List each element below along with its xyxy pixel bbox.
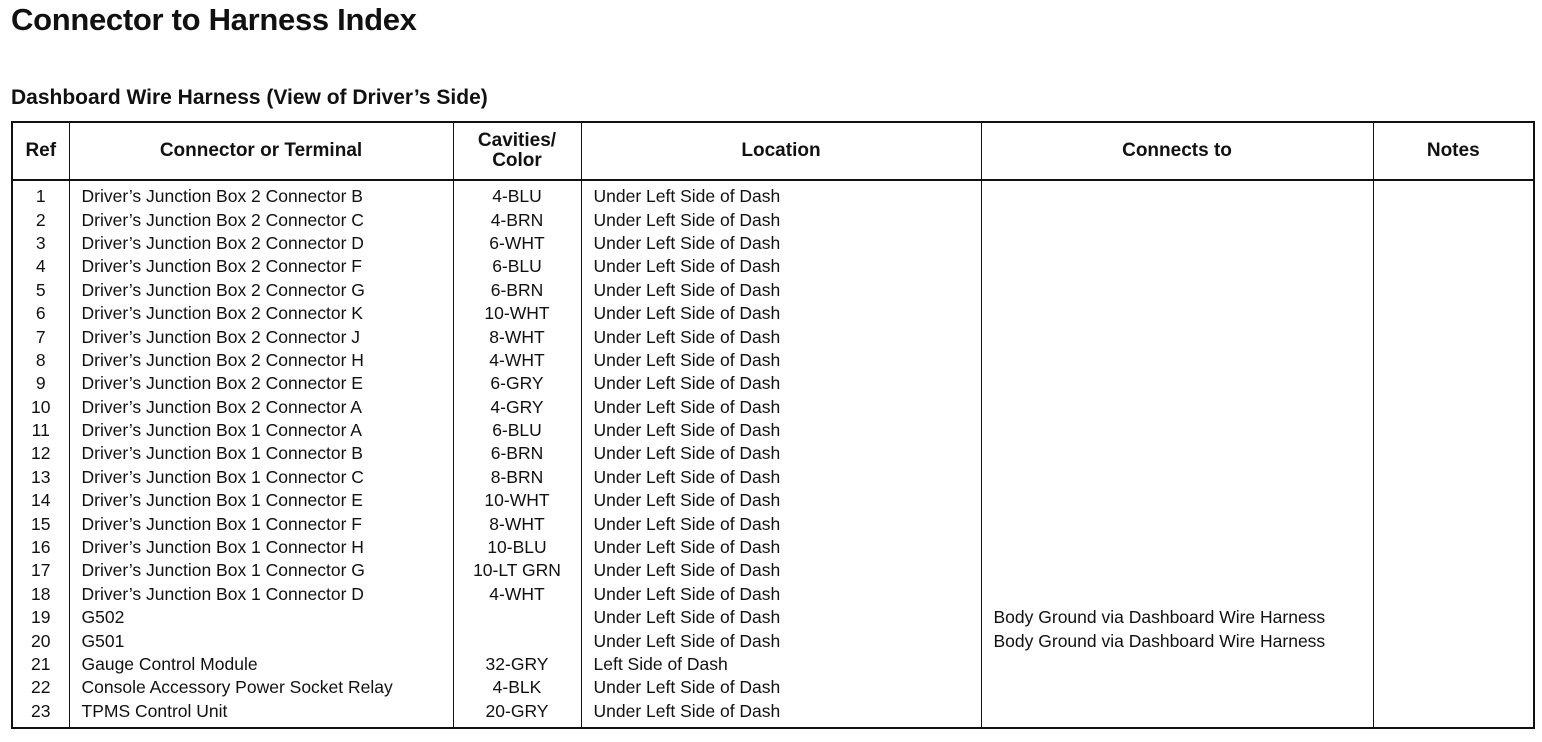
cell-connector: Driver’s Junction Box 2 Connector J [69, 325, 453, 348]
cell-cavities-color [453, 629, 581, 652]
table-row [12, 512, 1534, 535]
cell-ref: 8 [12, 349, 69, 372]
table-row [12, 536, 1534, 559]
cell-connector: Driver’s Junction Box 2 Connector H [69, 349, 453, 372]
section-title: Dashboard Wire Harness (View of Driver’s Side) [11, 86, 488, 109]
cell-location: Under Left Side of Dash [581, 559, 981, 582]
table-row [12, 559, 1534, 582]
harness-index-table [11, 121, 1535, 729]
header-cavities-line2: Color [492, 150, 542, 171]
cell-location: Under Left Side of Dash [581, 489, 981, 512]
cell-location: Under Left Side of Dash [581, 676, 981, 699]
cell-connects-to: Body Ground via Dashboard Wire Harness [981, 629, 1373, 652]
cell-cavities-color: 4-BLK [453, 676, 581, 699]
cell-cavities-color: 20-GRY [453, 700, 581, 728]
cell-cavities-color: 8-WHT [453, 325, 581, 348]
cell-location: Under Left Side of Dash [581, 349, 981, 372]
cell-connects-to [981, 232, 1373, 255]
cell-notes [1373, 583, 1534, 606]
cell-connects-to [981, 559, 1373, 582]
cell-ref: 6 [12, 302, 69, 325]
cell-connector: Driver’s Junction Box 2 Connector F [69, 255, 453, 278]
cell-connects-to [981, 442, 1373, 465]
cell-connector: Driver’s Junction Box 1 Connector H [69, 536, 453, 559]
header-connects-to: Connects to [981, 122, 1373, 180]
cell-location: Under Left Side of Dash [581, 629, 981, 652]
cell-notes [1373, 489, 1534, 512]
cell-location: Under Left Side of Dash [581, 232, 981, 255]
cell-cavities-color: 4-BRN [453, 208, 581, 231]
cell-connects-to [981, 676, 1373, 699]
table-row [12, 419, 1534, 442]
cell-connects-to [981, 466, 1373, 489]
cell-connects-to [981, 255, 1373, 278]
cell-connector: Console Accessory Power Socket Relay [69, 676, 453, 699]
cell-location: Under Left Side of Dash [581, 255, 981, 278]
cell-connector: Driver’s Junction Box 1 Connector D [69, 583, 453, 606]
cell-notes [1373, 676, 1534, 699]
table-row [12, 583, 1534, 606]
table-header [12, 122, 1534, 180]
cell-connects-to [981, 208, 1373, 231]
table-row [12, 255, 1534, 278]
cell-ref: 20 [12, 629, 69, 652]
cell-location: Under Left Side of Dash [581, 583, 981, 606]
cell-connector: G501 [69, 629, 453, 652]
header-connector: Connector or Terminal [69, 122, 453, 180]
cell-cavities-color: 8-BRN [453, 466, 581, 489]
cell-connector: Driver’s Junction Box 1 Connector A [69, 419, 453, 442]
header-location: Location [581, 122, 981, 180]
cell-ref: 9 [12, 372, 69, 395]
cell-cavities-color: 4-WHT [453, 583, 581, 606]
cell-cavities-color: 6-BLU [453, 419, 581, 442]
table-row [12, 606, 1534, 629]
cell-connector: Driver’s Junction Box 2 Connector G [69, 279, 453, 302]
cell-connector: Driver’s Junction Box 1 Connector E [69, 489, 453, 512]
cell-connects-to [981, 396, 1373, 419]
table-row [12, 676, 1534, 699]
cell-cavities-color: 6-WHT [453, 232, 581, 255]
cell-ref: 3 [12, 232, 69, 255]
table-row [12, 302, 1534, 325]
cell-location: Under Left Side of Dash [581, 208, 981, 231]
cell-connects-to [981, 349, 1373, 372]
cell-ref: 23 [12, 700, 69, 728]
cell-location: Under Left Side of Dash [581, 396, 981, 419]
cell-location: Under Left Side of Dash [581, 180, 981, 208]
cell-notes [1373, 208, 1534, 231]
table-row [12, 466, 1534, 489]
cell-notes [1373, 232, 1534, 255]
header-row [12, 122, 1534, 180]
cell-ref: 14 [12, 489, 69, 512]
table-row [12, 208, 1534, 231]
cell-ref: 22 [12, 676, 69, 699]
cell-ref: 7 [12, 325, 69, 348]
cell-connector: TPMS Control Unit [69, 700, 453, 728]
cell-location: Under Left Side of Dash [581, 466, 981, 489]
cell-connector: Driver’s Junction Box 1 Connector G [69, 559, 453, 582]
cell-connector: Driver’s Junction Box 1 Connector B [69, 442, 453, 465]
cell-notes [1373, 466, 1534, 489]
cell-ref: 21 [12, 653, 69, 676]
cell-cavities-color: 32-GRY [453, 653, 581, 676]
page-title: Connector to Harness Index [11, 2, 417, 37]
cell-connects-to [981, 583, 1373, 606]
cell-cavities-color: 4-WHT [453, 349, 581, 372]
cell-connects-to [981, 489, 1373, 512]
table-row [12, 349, 1534, 372]
cell-connector: Driver’s Junction Box 2 Connector E [69, 372, 453, 395]
cell-ref: 4 [12, 255, 69, 278]
cell-cavities-color: 6-BRN [453, 442, 581, 465]
cell-connects-to: Body Ground via Dashboard Wire Harness [981, 606, 1373, 629]
cell-notes [1373, 396, 1534, 419]
cell-location: Under Left Side of Dash [581, 279, 981, 302]
cell-connector: Driver’s Junction Box 2 Connector B [69, 180, 453, 208]
cell-cavities-color: 6-BRN [453, 279, 581, 302]
cell-cavities-color: 6-GRY [453, 372, 581, 395]
cell-notes [1373, 653, 1534, 676]
cell-cavities-color: 4-GRY [453, 396, 581, 419]
cell-connector: Driver’s Junction Box 1 Connector F [69, 512, 453, 535]
cell-notes [1373, 512, 1534, 535]
cell-location: Under Left Side of Dash [581, 302, 981, 325]
header-notes: Notes [1373, 122, 1534, 180]
cell-cavities-color: 10-WHT [453, 302, 581, 325]
cell-cavities-color: 6-BLU [453, 255, 581, 278]
cell-cavities-color [453, 606, 581, 629]
cell-ref: 18 [12, 583, 69, 606]
cell-notes [1373, 180, 1534, 208]
table-row [12, 180, 1534, 208]
cell-notes [1373, 279, 1534, 302]
cell-notes [1373, 302, 1534, 325]
cell-connects-to [981, 372, 1373, 395]
cell-connects-to [981, 536, 1373, 559]
cell-notes [1373, 559, 1534, 582]
table-row [12, 629, 1534, 652]
cell-location: Under Left Side of Dash [581, 536, 981, 559]
cell-connects-to [981, 512, 1373, 535]
table-row [12, 325, 1534, 348]
table-row [12, 396, 1534, 419]
cell-connector: Driver’s Junction Box 2 Connector K [69, 302, 453, 325]
table-row [12, 372, 1534, 395]
cell-notes [1373, 372, 1534, 395]
cell-connects-to [981, 180, 1373, 208]
cell-location: Under Left Side of Dash [581, 700, 981, 728]
cell-location: Under Left Side of Dash [581, 512, 981, 535]
cell-notes [1373, 419, 1534, 442]
table-row [12, 653, 1534, 676]
cell-connector: Driver’s Junction Box 2 Connector C [69, 208, 453, 231]
cell-connects-to [981, 302, 1373, 325]
cell-connector: Driver’s Junction Box 2 Connector A [69, 396, 453, 419]
table-row [12, 442, 1534, 465]
cell-ref: 17 [12, 559, 69, 582]
cell-notes [1373, 700, 1534, 728]
cell-notes [1373, 606, 1534, 629]
cell-notes [1373, 255, 1534, 278]
cell-location: Under Left Side of Dash [581, 325, 981, 348]
cell-location: Under Left Side of Dash [581, 419, 981, 442]
header-cavities [453, 122, 581, 180]
table-row [12, 700, 1534, 728]
cell-connector: Driver’s Junction Box 1 Connector C [69, 466, 453, 489]
cell-connects-to [981, 700, 1373, 728]
cell-location: Under Left Side of Dash [581, 606, 981, 629]
cell-ref: 16 [12, 536, 69, 559]
table-row [12, 279, 1534, 302]
cell-notes [1373, 442, 1534, 465]
cell-notes [1373, 536, 1534, 559]
cell-notes [1373, 349, 1534, 372]
cell-cavities-color: 8-WHT [453, 512, 581, 535]
cell-notes [1373, 629, 1534, 652]
header-cavities-line1: Cavities/ [477, 130, 557, 151]
cell-cavities-color: 10-BLU [453, 536, 581, 559]
cell-connects-to [981, 419, 1373, 442]
table-row [12, 232, 1534, 255]
cell-ref: 11 [12, 419, 69, 442]
cell-location: Under Left Side of Dash [581, 442, 981, 465]
cell-ref: 2 [12, 208, 69, 231]
cell-connects-to [981, 279, 1373, 302]
header-ref: Ref [12, 122, 69, 180]
cell-cavities-color: 10-WHT [453, 489, 581, 512]
cell-connector: G502 [69, 606, 453, 629]
cell-ref: 10 [12, 396, 69, 419]
cell-ref: 12 [12, 442, 69, 465]
cell-connects-to [981, 653, 1373, 676]
cell-ref: 13 [12, 466, 69, 489]
table-body [12, 180, 1534, 728]
cell-cavities-color: 4-BLU [453, 180, 581, 208]
cell-notes [1373, 325, 1534, 348]
cell-ref: 5 [12, 279, 69, 302]
cell-ref: 19 [12, 606, 69, 629]
cell-connector: Driver’s Junction Box 2 Connector D [69, 232, 453, 255]
cell-connector: Gauge Control Module [69, 653, 453, 676]
table-row [12, 489, 1534, 512]
cell-cavities-color: 10-LT GRN [453, 559, 581, 582]
cell-location: Left Side of Dash [581, 653, 981, 676]
cell-connects-to [981, 325, 1373, 348]
cell-location: Under Left Side of Dash [581, 372, 981, 395]
cell-ref: 1 [12, 180, 69, 208]
cell-ref: 15 [12, 512, 69, 535]
